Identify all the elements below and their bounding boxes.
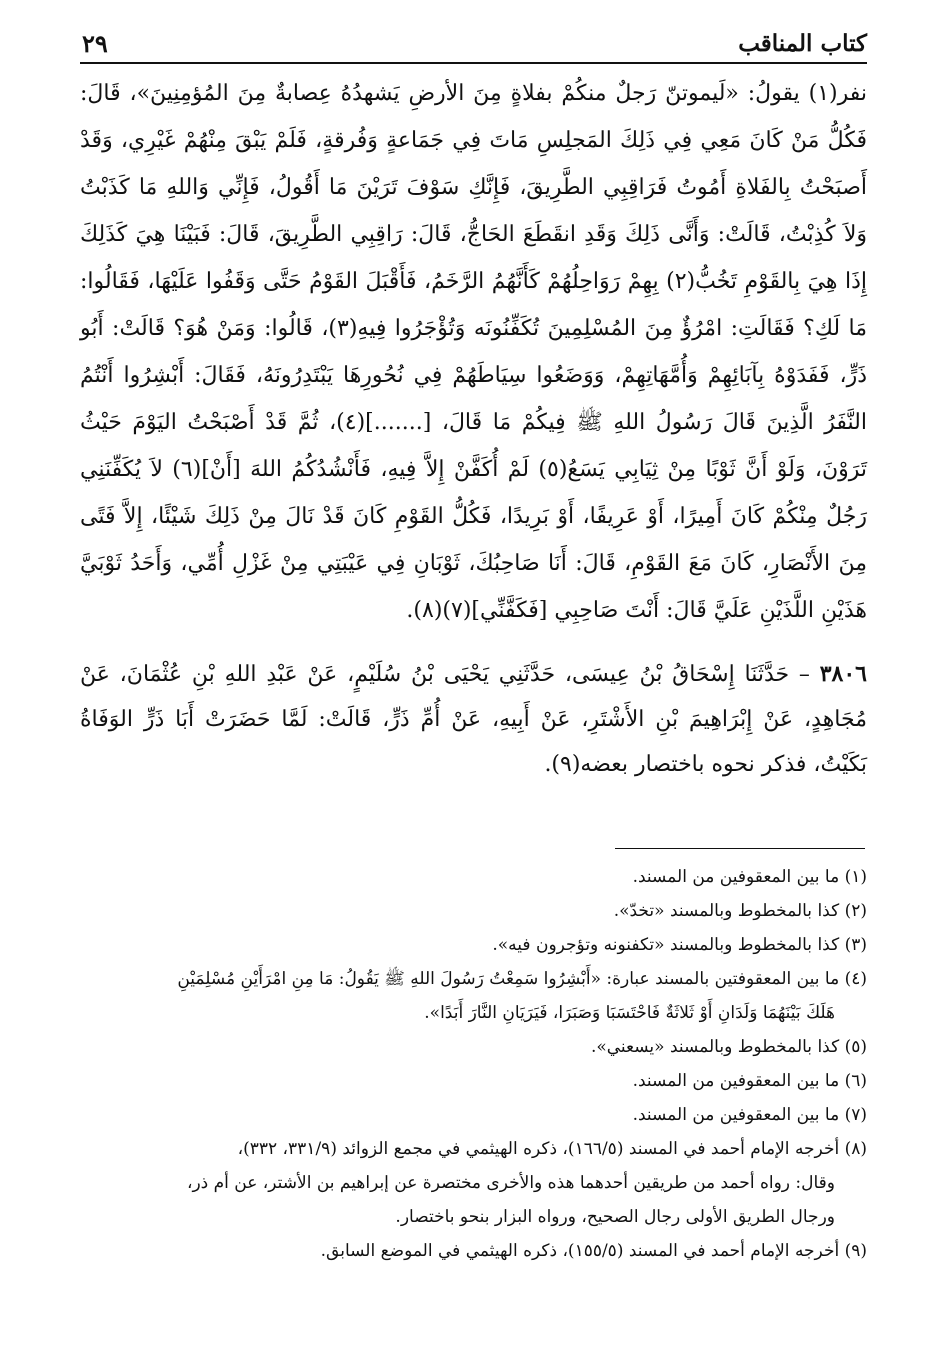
main-text [80, 70, 867, 787]
footnotes [80, 860, 867, 1268]
footnote-divider [615, 848, 865, 849]
footnote-9: (٩) أخرجه الإمام أحمد في المسند (١٥٥/٥)، ذكره الهيثمي في الموضع السابق. [320, 1241, 867, 1261]
footnote-5: (٥) كذا بالمخطوط وبالمسند «يسعني». [590, 1037, 867, 1057]
hadith-paragraph [80, 652, 867, 787]
footnote-4-continued [80, 996, 867, 1030]
footnote-4: (٤) ما بين المعقوفتين بالمسند عبارة: «أَبْشِرُوا سَمِعْتُ رَسُولَ اللهِ ﷺ يَقُولُ: مَا مِنِ امْرَأَيْنِ مُسْلِمَيْنِ [177, 969, 867, 989]
page-header [80, 28, 867, 64]
page-number: ٢٩ [82, 29, 108, 58]
hadith-text: – حَدَّثَنَا إِسْحَاقُ بْنُ عِيسَى، حَدَّثَنِي يَحْيَى بْنُ سُلَيْمٍ، عَنْ عَبْدِ اللهِ بْنِ عُثْمَانَ، عَنْ مُجَاهِدٍ، عَنْ إِبْرَاهِيمَ بْنِ الأَشْتَرِ، عَنْ أَبِيهِ، عَنْ أُمِّ ذَرٍّ، قَالَتْ: لَمَّا حَضَرَتْ أَبَا ذَرٍّ الوَفَاةُ بَكَيْتُ، فذكر نحوه باختصار بعضه(٩). [80, 662, 867, 777]
hadith-number: ٣٨٠٦ [819, 661, 867, 687]
footnote-7: (٧) ما بين المعقوفين من المسند. [632, 1105, 867, 1125]
footnote-6: (٦) ما بين المعقوفين من المسند. [632, 1071, 867, 1091]
footnote-8-line-3 [80, 1200, 867, 1234]
footnote-8-continuation-1: وقال: رواه أحمد من طريقين أحدهما هذه والأخرى مختصرة عن إبراهيم بن الأشتر، عن أم ذر، [186, 1173, 835, 1193]
footnote-2: (٢) كذا بالمخطوط وبالمسند «تخدّ». [613, 901, 867, 921]
footnote-8-line-2 [80, 1166, 867, 1200]
footnote-3: (٣) كذا بالمخطوط وبالمسند «تكفنونه وتؤجرون فيه». [492, 935, 867, 955]
book-title: كتاب المناقب [738, 30, 867, 57]
footnote-8-continuation-2: ورجال الطريق الأولى رجال الصحيح، ورواه البزار بنحو باختصار. [395, 1207, 835, 1227]
narration-paragraph: نفر(١) يقولُ: «لَيموتنّ رَجلٌ منكُمْ بفلاةٍ مِنَ الأرضِ يَشهدُهُ عِصابةٌ مِنَ المُؤمِنِينَ»، قَالَ: فَكُلُّ مَنْ كَانَ مَعِي فِي ذَلِكَ المَجلِسِ مَاتَ فِي جَمَاعةٍ وَفُرقةٍ، فَلَمْ يَبْقَ مِنْهُمْ غَيْرِي، وَقَدْ أَصبَحْتُ بِالفَلاةِ أَمُوتُ فَرَاقِبِي الطَّرِيقَ، فَإِنَّكِ سَوْفَ تَرَيْنَ مَا أَقُولُ، فَإِنِّي وَاللهِ مَا كَذَبْتُ وَلاَ كُذِبْتُ، قَالَتْ: وَأَنَّى ذَلِكَ وَقَدِ انقَطَعَ الحَاجُّ، قَالَ: رَاقِبِي الطَّرِيقَ، قَالَ: فَبَيْنَا هِيَ كَذَلِكَ إِذَا هِيَ بِالقَوْمِ تَخُبُّ(٢) بِهِمْ رَوَاحِلُهُمْ كَأَنَّهُمُ الرَّخَمُ، فَأَقْبَلَ القَوْمُ حَتَّى وَقَفُوا عَلَيْهَا، فَقَالُوا: مَا لَكِ؟ فَقَالَتِ: امْرُؤٌ مِنَ المُسْلِمِينَ تُكَفِّنُونَه وَتُؤْجَرُوا فِيهِ(٣)، قَالُوا: وَمَنْ هُوَ؟ قَالَتْ: أَبُو ذَرٍّ، فَفَدَوْهُ بِآبَائِهِمْ وَأُمَّهَاتِهِمْ، وَوَضَعُوا سِيَاطَهُمْ فِي نُحُورِهَا يَبْتَدِرُونَهُ، فَقَالَ: أَبْشِرُوا أَنْتُمُ النَّفَرُ الَّذِينَ قَالَ رَسُولُ اللهِ ﷺ فِيكُمْ مَا قَالَ، [.......](٤)، ثُمَّ قَدْ أَصْبَحْتُ اليَوْمَ حَيْثُ تَرَوْنَ، وَلَوْ أَنَّ ثَوْبًا مِنْ ثِيَابِي يَسَعُ(٥) لَمْ أُكَفَّنْ إِلاَّ فِيهِ، فَأَنْشُدُكُمُ اللهَ [أَنْ](٦) لاَ يُكَفِّنَنِي رَجُلٌ مِنْكُمْ كَانَ أَمِيرًا، أَوْ عَرِيفًا، أَوْ بَرِيدًا، فَكُلُّ القَوْمِ كَانَ قَدْ نَالَ مِنْ ذَلِكَ شَيْئًا، إِلاَّ فَتًى مِنَ الأَنْصَارِ، كَانَ مَعَ القَوْمِ، قَالَ: أَنَا صَاحِبُكَ، ثَوْبَانِ فِي عَيْبَتِي مِنْ غَزْلِ أُمِّي، وَأَحَدُ ثَوْبَيَّ هَذَيْنِ اللَّذَيْنِ عَلَيَّ قَالَ: أَنْتَ صَاحِبِي [فَكَفَّنِّي](٧)(٨). [80, 81, 868, 623]
footnote-8: (٨) أخرجه الإمام أحمد في المسند (١٦٦/٥)، ذكره الهيثمي في مجمع الزوائد (٣٣١/٩، ٣٣٢)، [237, 1139, 867, 1159]
footnote-1: (١) ما بين المعقوفين من المسند. [632, 867, 867, 887]
footnote-4-continuation: هَلَكَ بَيْنَهُمَا وَلَدَانِ أَوْ ثَلاثَةٌ فَاحْتَسَبَا وَصَبَرَا، فَيَرَيَانِ النَّارَ أَبَدًا». [424, 1003, 835, 1023]
